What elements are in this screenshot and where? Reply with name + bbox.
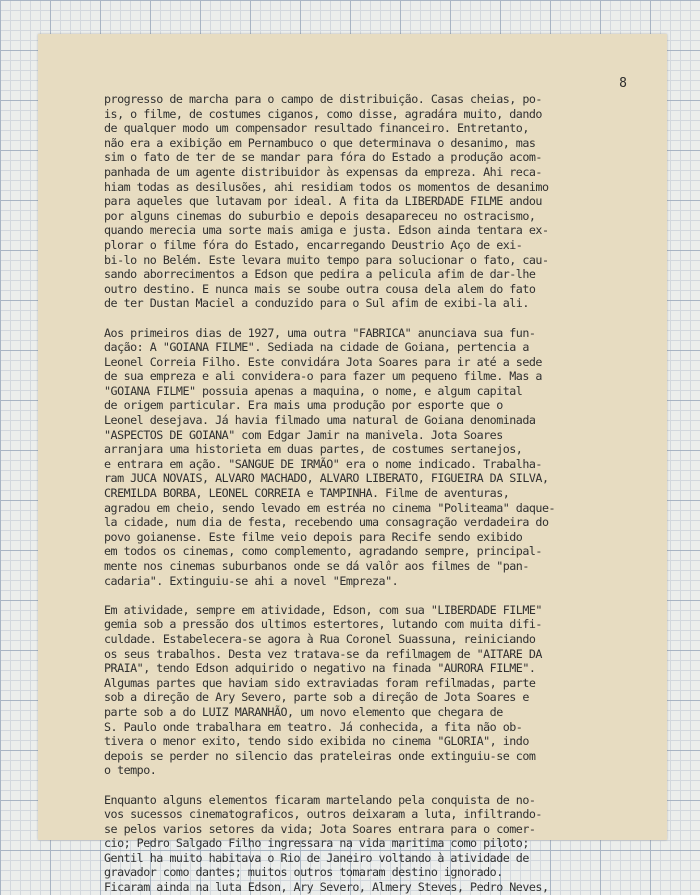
text-line: "ASPECTOS DE GOIANA" com Edgar Jamir na manivela. Jota Soares (104, 427, 503, 442)
text-line: os seus trabalhos. Desta vez tratava-se da refilmagem de "AITARE DA (104, 646, 542, 661)
text-line: de qualquer modo um compensador resultado financeiro. Entretanto, (104, 121, 529, 136)
paragraph (104, 92, 618, 311)
text-line: Aos primeiros dias de 1927, uma outra "FABRICA" anunciava sua fun- (104, 325, 536, 340)
page-number: 8 (619, 76, 627, 91)
text-line: la cidade, num dia de festa, recebendo uma consagração verdadeira do (104, 515, 549, 530)
text-line: tivera o menor exito, tendo sido exibida no cinema "GLORIA", indo (104, 734, 529, 749)
text-line: de sua empreza e ali convidera-o para fazer um pequeno filme. Mas a (104, 369, 542, 384)
text-line: depois se perder no silencio das prateleiras onde extinguiu-se com (104, 748, 536, 763)
text-line: Leonel desejava. Já havia filmado uma natural de Goiana denominada (104, 413, 536, 428)
text-line: Leonel Correia Filho. Este convidára Jota Soares para ir até a sede (104, 354, 542, 369)
body-text (104, 92, 618, 895)
text-line: CREMILDA BORBA, LEONEL CORREIA e TAMPINHA. Filme de aventuras, (104, 486, 510, 501)
text-line: Gentil ha muito habitava o Rio de Janeiro voltando à atividade de (104, 850, 529, 865)
text-line: gemia sob a pressão dos ultimos estertores, lutando com muita difi- (104, 617, 542, 632)
text-line: mente nos cinemas suburbanos onde se dá valôr aos filmes de "pan- (104, 559, 529, 573)
typewritten-page (38, 34, 667, 895)
text-line: bi-lo no Belém. Este levara muito tempo para solucionar o fato, cau- (104, 252, 549, 267)
text-line: hiam todas as desilusões, ahi residiam todos os momentos de desanimo (104, 179, 549, 194)
text-line: is, o filme, de costumes ciganos, como disse, agradára muito, dando (104, 106, 542, 121)
text-line: o tempo. (104, 763, 157, 778)
text-line: cadaria". Extinguiu-se ahi a novel "Empreza". (104, 573, 399, 588)
text-line: agradou em cheio, sendo levado em estréa no cinema "Politeama" daque- (104, 500, 556, 515)
text-line: sando aborrecimentos a Edson que pedira a pelicula afim de dar-lhe (104, 267, 536, 282)
text-line: S. Paulo onde trabalhara em teatro. Já conhecida, a fita não ob- (104, 719, 523, 734)
text-line: em todos os cinemas, como complemento, agradando sempre, principal- (104, 544, 542, 559)
text-line: gravador como dantes; muitos outros tomaram destino ignorado. (104, 865, 503, 880)
paragraph-gap (104, 311, 618, 326)
text-line: Em atividade, sempre em atividade, Edson, com sua "LIBERDADE FILME" (104, 602, 542, 617)
text-line: quando merecia uma sorte mais amiga e justa. Edson ainda tentara ex- (104, 223, 549, 238)
text-line: de ter Dustan Maciel a conduzido para o Sul afim de exibi-la ali. (104, 296, 529, 311)
text-line: por alguns cinemas do suburbio e depois desapareceu no ostracismo, (104, 208, 536, 223)
text-line: vos sucessos cinematograficos, outros deixaram a luta, infiltrando- (104, 807, 542, 822)
text-line: parte sob a do LUIZ MARANHÃO, um novo elemento que chegara de (104, 704, 503, 719)
text-line: Ficaram ainda na luta Edson, Ary Severo, Almery Steves, Pedro Neves, (104, 880, 549, 895)
text-line: panhada de um agente distribuidor às expensas da empreza. Ahi reca- (104, 164, 542, 179)
text-line: progresso de marcha para o campo de distribuição. Casas cheias, po- (104, 92, 542, 106)
text-line: se pelos varios setores da vida; Jota Soares entrara para o comer- (104, 821, 536, 836)
text-line: cio; Pedro Salgado Filho ingressara na vida maritima como piloto; (104, 836, 529, 851)
paragraph (104, 326, 618, 589)
text-line: PRAIA", tendo Edson adquirido o negativo na finada "AURORA FILME". (104, 661, 536, 676)
text-line: sob a direção de Ary Severo, parte sob a direção de Jota Soares e (104, 690, 529, 705)
paragraph (104, 603, 618, 778)
paragraph (104, 793, 618, 895)
text-line: plorar o filme fóra do Estado, encarregando Deustrio Aço de exi- (104, 237, 523, 252)
text-line: Algumas partes que haviam sido extraviadas foram refilmadas, parte (104, 675, 536, 690)
text-line: para aqueles que lutavam por ideal. A fita da LIBERDADE FILME andou (104, 194, 542, 209)
text-line: dação: A "GOIANA FILME". Sediada na cidade de Goiana, pertencia a (104, 340, 529, 355)
paragraph-gap (104, 588, 618, 603)
text-line: "GOIANA FILME" possuia apenas a maquina, o nome, e algum capital (104, 383, 523, 398)
text-line: de origem particular. Era mais uma produção por esporte que o (104, 398, 503, 413)
text-line: culdade. Estabelecera-se agora à Rua Coronel Suassuna, reiniciando (104, 631, 536, 646)
text-line: povo goianense. Este filme veio depois para Recife sendo exibido (104, 529, 523, 544)
paragraph-gap (104, 778, 618, 793)
text-line: Enquanto alguns elementos ficaram martelando pela conquista de no- (104, 792, 536, 807)
text-line: e entrara em ação. "SANGUE DE IRMÃO" era o nome indicado. Trabalha- (104, 456, 542, 471)
text-line: sim o fato de ter de se mandar para fóra do Estado a produção acom- (104, 150, 542, 165)
text-line: outro destino. E nunca mais se soube outra cousa dela alem do fato (104, 281, 536, 296)
text-line: arranjara uma historieta em duas partes, de costumes sertanejos, (104, 442, 523, 457)
text-line: ram JUCA NOVAIS, ALVARO MACHADO, ALVARO LIBERATO, FIGUEIRA DA SILVA, (104, 471, 549, 486)
text-line: não era a exibição em Pernambuco o que determinava o desanimo, mas (104, 135, 536, 150)
